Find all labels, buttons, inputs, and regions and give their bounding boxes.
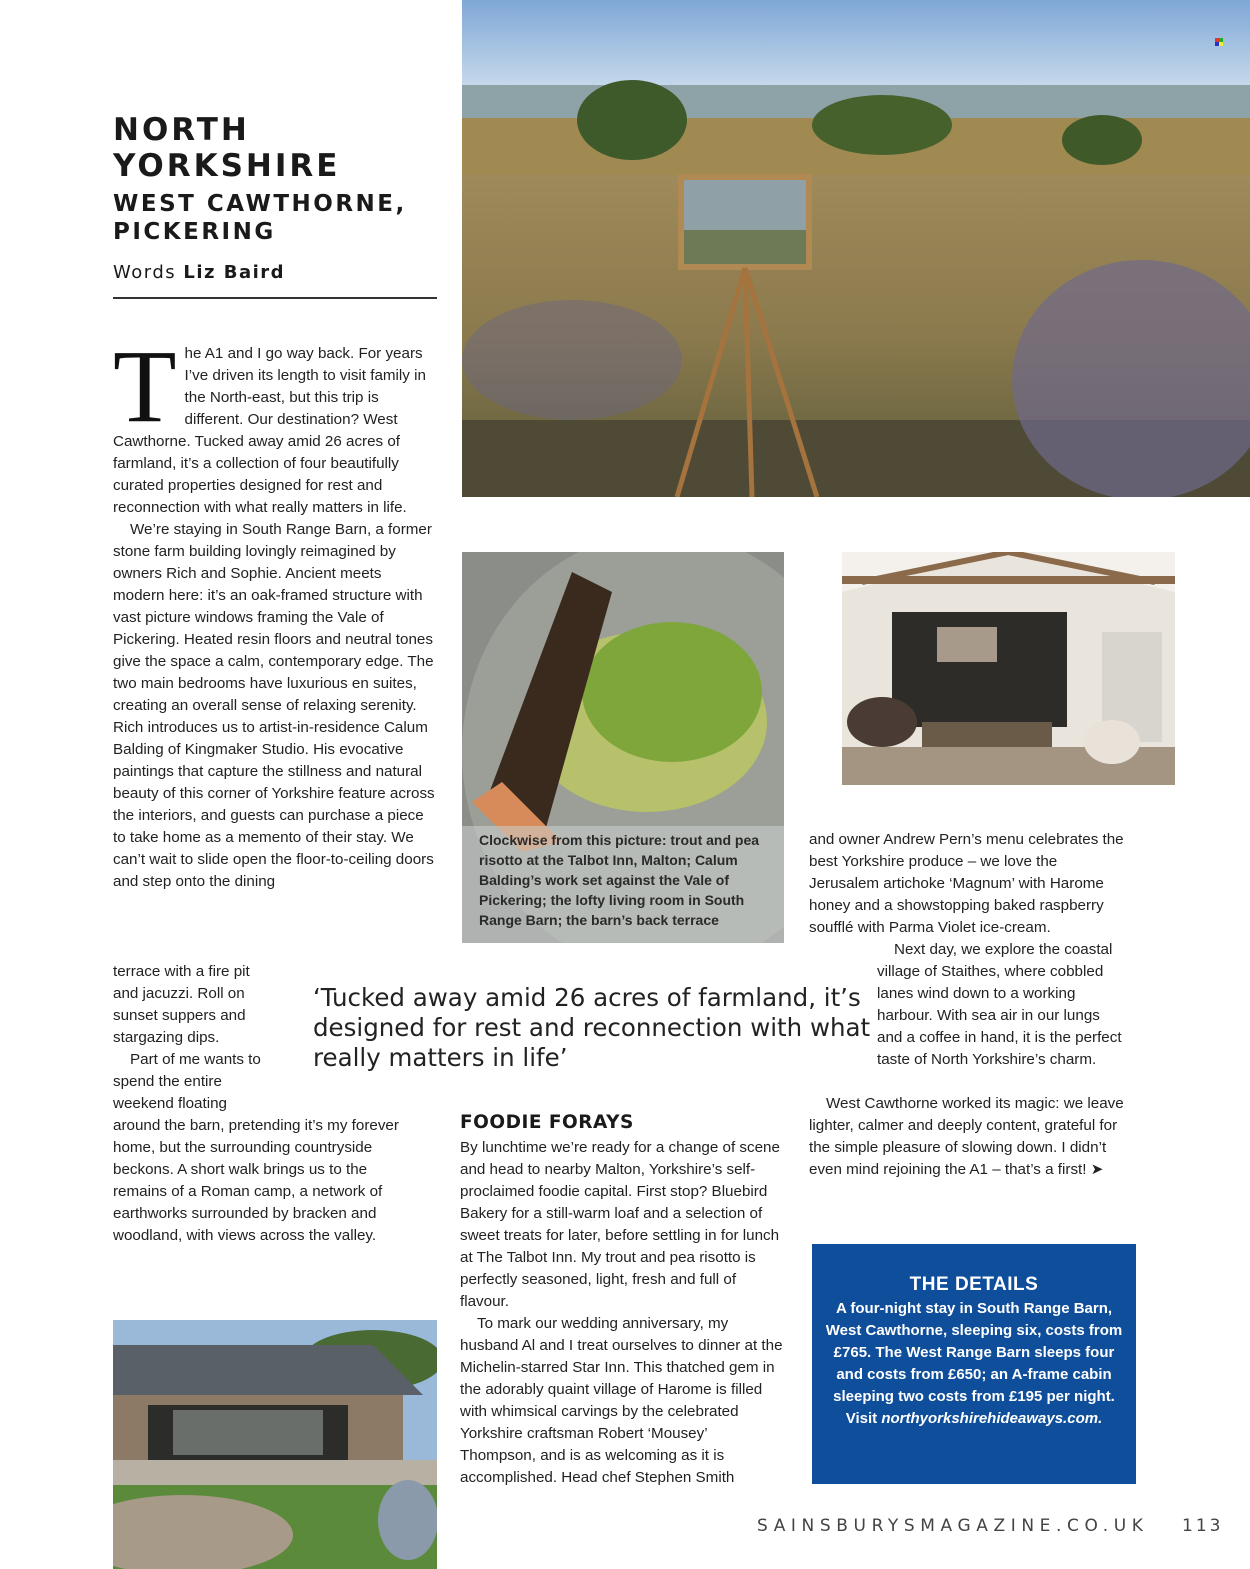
paragraph-countryside: around the barn, pretending it’s my forever home, but the surrounding countryside beckons. A short walk brings us to the remains of a Roman camp, a network of earthworks surrounded by bracken and woodland, with views across the valley.: [113, 1117, 399, 1244]
byline-author: Liz Baird: [183, 262, 286, 283]
page-number: 113: [1182, 1516, 1224, 1536]
details-body: [824, 1298, 1124, 1430]
paragraph-menu: and owner Andrew Pern’s menu celebrates the best Yorkshire produce – we love the Jerusalem artichoke ‘Magnum’ with Harome honey and a showstopping baked raspberry soufflé with Parma Violet ice-cream.: [809, 831, 1124, 936]
paragraph-anniversary: To mark our wedding anniversary, my husband Al and I treat ourselves to dinner at the Michelin-starred Star Inn. This thatched gem in the adorably quaint village of Harome is filled with whimsical carvings by the celebrated Yorkshire craftsman Robert ‘Mousey’ Thompson, and is as welcoming as it is accomplished. Head chef Stephen Smith: [460, 1315, 783, 1486]
photo-living-room: [842, 552, 1175, 785]
details-text: A four-night stay in South Range Barn, West Cawthorne, sleeping six, costs from £765. The West Range Barn sleeps four and costs from £650; an A-frame cabin sleeping two costs from £195 per night. Visit: [825, 1300, 1123, 1427]
details-box: [812, 1244, 1136, 1484]
article-column-3-narrow: [877, 939, 1127, 1071]
byline-prefix: Words: [113, 262, 177, 283]
hero-photo-easel: [462, 0, 1250, 497]
paragraph-part-of-me: Part of me wants to spend the entire weekend floating: [113, 1051, 261, 1112]
subtitle-line-2: PICKERING: [113, 219, 276, 245]
ending-text: West Cawthorne worked its magic: we leave lighter, calmer and deeply content, grateful for the simple pleasure of slowing down. I didn’t even mind rejoining the A1 – that’s a first!: [809, 1095, 1124, 1178]
photo-barn-terrace: [113, 1320, 437, 1569]
section-heading-foodie-forays: FOODIE FORAYS: [460, 1112, 634, 1133]
paragraph-ending: [809, 1093, 1131, 1181]
paragraph-terrace: terrace with a fire pit and jacuzzi. Roll on sunset suppers and stargazing dips.: [113, 963, 250, 1046]
title-rule: [113, 297, 437, 299]
article-column-1-narrow: [113, 961, 278, 1115]
pull-quote: ‘Tucked away amid 26 acres of farmland, it’s designed for rest and reconnection with what really matters in life’: [313, 983, 871, 1072]
paragraph-lunchtime: By lunchtime we’re ready for a change of scene and head to nearby Malton, Yorkshire’s self-proclaimed foodie capital. First stop? Bluebird Bakery for a still-warm loaf and a selection of sweet treats for later, before settling in for lunch at The Talbot Inn. My trout and pea risotto is perfectly seasoned, light, fresh and full of flavour.: [460, 1139, 780, 1310]
drop-cap: T: [113, 329, 177, 444]
article-column-2: [460, 1137, 786, 1489]
article-column-3-bottom: [809, 1093, 1131, 1181]
paragraph-barn: We’re staying in South Range Barn, a former stone farm building lovingly reimagined by owners Rich and Sophie. Ancient meets modern here: it’s an oak-framed structure with vast picture windows framing the Vale of Pickering. Heated resin floors and neutral tones give the space a calm, contemporary edge. The two main bedrooms have luxurious en suites, creating an overall sense of relaxing serenity. Rich introduces us to artist-in-residence Calum Balding of Kingmaker Studio. His evocative paintings that capture the stillness and natural beauty of this corner of Yorkshire feature across the interiors, and guests can purchase a piece to take home as a memento of their stay. We can’t wait to slide open the floor-to-ceiling doors and step onto the dining: [113, 521, 435, 890]
byline: [113, 262, 285, 283]
corner-color-mark: [1215, 31, 1223, 39]
paragraph-intro: [113, 329, 437, 519]
page-title: [113, 112, 443, 184]
footer-website: SAINSBURYSMAGAZINE.CO.UK: [757, 1516, 1149, 1536]
subtitle-line-1: WEST CAWTHORNE,: [113, 191, 407, 217]
page-subtitle: [113, 190, 443, 246]
photo-caption: Clockwise from this picture: trout and pea risotto at the Talbot Inn, Malton; Calum Balding’s work set against the Vale of Pickering; the lofty living room in South Range Barn; the barn’s back terrace: [462, 826, 784, 943]
paragraph-staithes: Next day, we explore the coastal village of Staithes, where cobbled lanes wind down to a working harbour. With sea air in our lungs and a coffee in hand, it is the perfect taste of North Yorkshire’s charm.: [877, 941, 1122, 1068]
article-column-1-lower: [113, 1115, 413, 1247]
intro-text: he A1 and I go way back. For years I’ve driven its length to visit family in the North-east, but this trip is different. Our destination? West Cawthorne. Tucked away amid 26 acres of farmland, it’s a collection of four beautifully curated properties designed for rest and reconnection with what really matters in life.: [113, 345, 426, 516]
title-line-1: NORTH: [113, 112, 250, 148]
article-column-3-top: [809, 829, 1131, 939]
title-line-2: YORKSHIRE: [113, 148, 341, 184]
article-column-1: [113, 329, 437, 893]
details-heading: THE DETAILS: [909, 1274, 1039, 1295]
details-website-link[interactable]: northyorkshirehideaways.com.: [881, 1410, 1103, 1427]
end-arrow-icon: ➤: [1090, 1161, 1104, 1178]
